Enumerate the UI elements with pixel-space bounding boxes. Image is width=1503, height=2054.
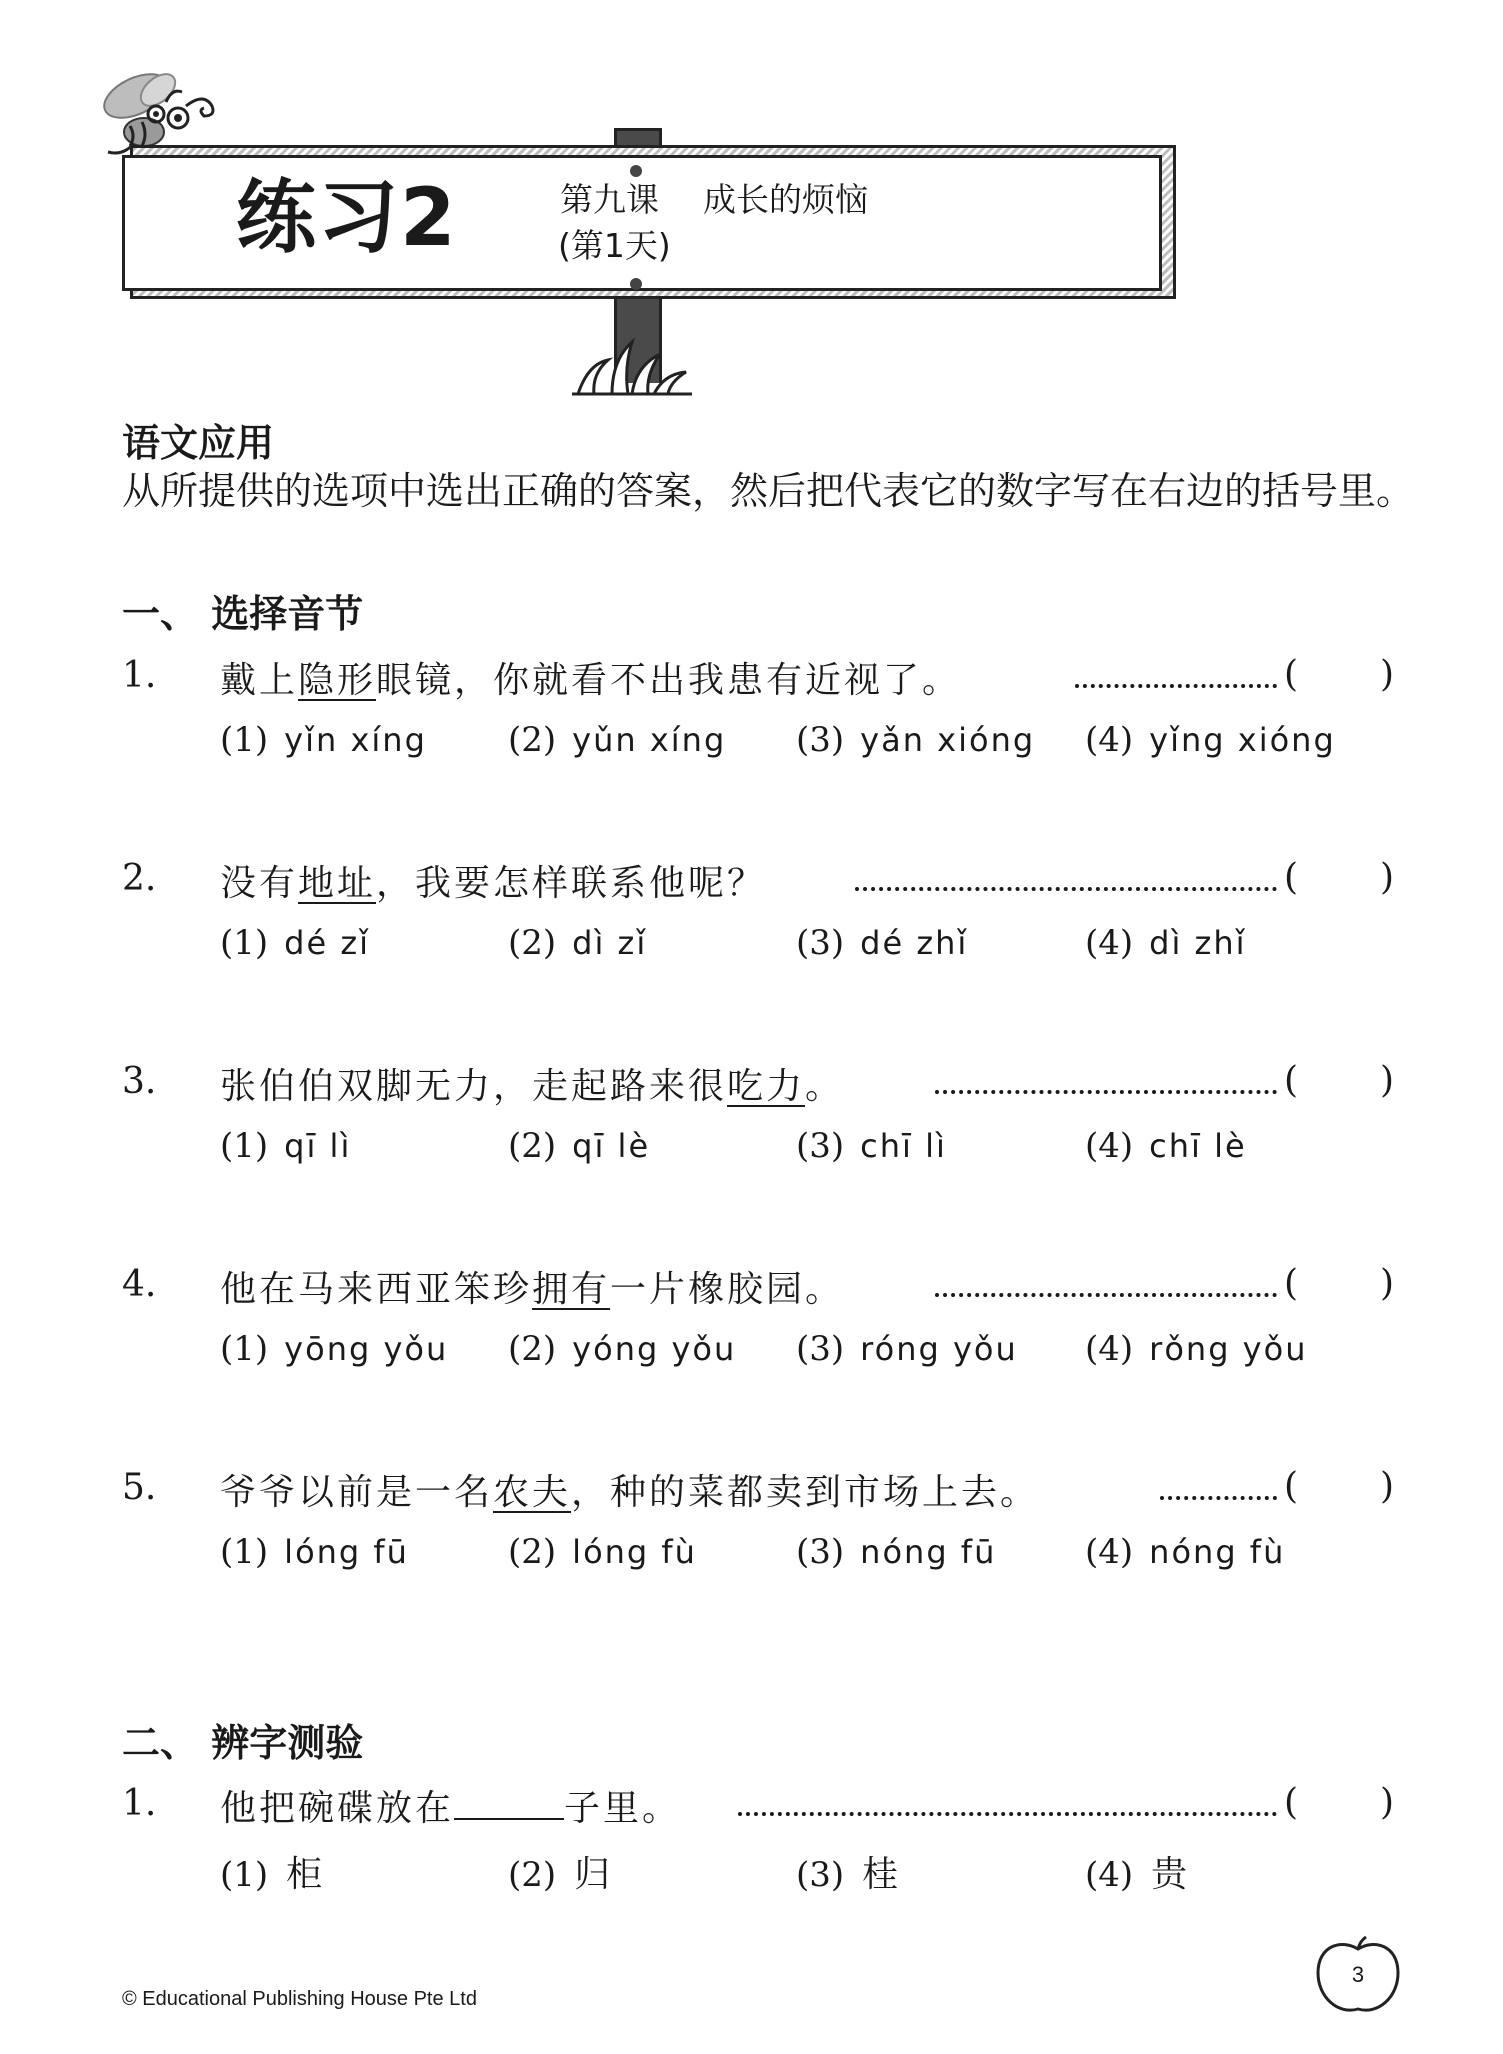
answer-bracket-close: )	[1380, 1466, 1395, 1507]
answer-bracket-close: )	[1380, 654, 1395, 695]
board-nail	[630, 165, 642, 177]
exercise-title: 练习2	[236, 171, 458, 264]
answer-bracket-open: (	[1284, 857, 1299, 898]
option-4[interactable]: (4) 贵	[1085, 1854, 1188, 1895]
option-1[interactable]: (1) lóng fū	[220, 1532, 409, 1572]
option-3[interactable]: (3) nóng fū	[796, 1532, 997, 1572]
option-2[interactable]: (2) lóng fù	[508, 1532, 697, 1572]
option-2[interactable]: (2) yóng yǒu	[508, 1329, 737, 1369]
question-number: 3.	[122, 1061, 157, 1102]
focus-word: 吃力	[727, 1066, 806, 1107]
dot-leader	[855, 887, 1277, 891]
option-4[interactable]: (4) chī lè	[1085, 1126, 1247, 1166]
answer-bracket-open: (	[1284, 1060, 1299, 1101]
question-text: 戴上隐形眼镜，你就看不出我患有近视了。	[220, 660, 962, 701]
option-1[interactable]: (1) qī lì	[220, 1126, 352, 1166]
question-text: 张伯伯双脚无力，走起路来很吃力。	[220, 1066, 845, 1107]
dot-leader	[1075, 684, 1277, 688]
answer-bracket-close: )	[1380, 857, 1395, 898]
focus-word: 拥有	[532, 1269, 611, 1310]
option-2[interactable]: (2) yǔn xíng	[508, 720, 727, 760]
lesson-heading	[560, 180, 868, 220]
answer-bracket-open: (	[1284, 1782, 1299, 1823]
option-2[interactable]: (2) qī lè	[508, 1126, 651, 1166]
option-3[interactable]: (3) 桂	[796, 1854, 899, 1895]
option-4[interactable]: (4) dì zhǐ	[1085, 923, 1247, 963]
copyright-notice: © Educational Publishing House Pte Ltd	[122, 1988, 477, 2010]
dot-leader	[738, 1812, 1277, 1816]
option-1[interactable]: (1) yǐn xíng	[220, 720, 427, 760]
page-number: 3	[1351, 1962, 1365, 1987]
answer-bracket-open: (	[1284, 654, 1299, 695]
question-number: 1.	[122, 1783, 157, 1824]
question-number: 4.	[122, 1264, 157, 1305]
board-nail	[630, 278, 642, 290]
question-number: 2.	[122, 858, 157, 899]
focus-word: 隐形	[298, 660, 377, 701]
answer-bracket-open: (	[1284, 1466, 1299, 1507]
focus-word: 地址	[298, 863, 377, 904]
question-number: 1.	[122, 655, 157, 696]
option-1[interactable]: (1) dé zǐ	[220, 923, 371, 963]
question-text: 他在马来西亚笨珍拥有一片橡胶园。	[220, 1269, 845, 1310]
option-3[interactable]: (3) chī lì	[796, 1126, 947, 1166]
section-heading: 一、 选择音节	[122, 592, 364, 636]
dot-leader	[935, 1090, 1277, 1094]
lesson-number: 第九课	[560, 180, 659, 219]
dot-leader	[935, 1293, 1277, 1297]
option-2[interactable]: (2) dì zǐ	[508, 923, 648, 963]
dot-leader	[1160, 1496, 1277, 1500]
grass-icon	[572, 336, 692, 396]
option-1[interactable]: (1) 柜	[220, 1854, 323, 1895]
question-text: 他把碗碟放在 子里。	[220, 1788, 682, 1829]
option-1[interactable]: (1) yōng yǒu	[220, 1329, 449, 1369]
answer-bracket-close: )	[1380, 1782, 1395, 1823]
option-4[interactable]: (4) nóng fù	[1085, 1532, 1286, 1572]
answer-bracket-close: )	[1380, 1263, 1395, 1304]
lesson-title: 成长的烦恼	[703, 180, 868, 219]
option-3[interactable]: (3) dé zhǐ	[796, 923, 969, 963]
option-4[interactable]: (4) rǒng yǒu	[1085, 1329, 1308, 1369]
option-2[interactable]: (2) 归	[508, 1854, 611, 1895]
option-3[interactable]: (3) yǎn xióng	[796, 720, 1036, 760]
answer-bracket-close: )	[1380, 1060, 1395, 1101]
focus-word: 农夫	[493, 1472, 572, 1513]
question-number: 5.	[122, 1467, 157, 1508]
section-heading: 语文应用	[122, 421, 275, 465]
question-text: 没有地址，我要怎样联系他呢？	[220, 863, 767, 904]
answer-blank[interactable]	[454, 1788, 564, 1820]
answer-bracket-open: (	[1284, 1263, 1299, 1304]
question-text: 爷爷以前是一名农夫，种的菜都卖到市场上去。	[220, 1472, 1040, 1513]
option-3[interactable]: (3) róng yǒu	[796, 1329, 1018, 1369]
section-heading: 二、 辨字测验	[122, 1721, 364, 1765]
lesson-day: (第1天)	[558, 226, 671, 265]
option-4[interactable]: (4) yǐng xióng	[1085, 720, 1336, 760]
instructions: 从所提供的选项中选出正确的答案，然后把代表它的数字写在右边的括号里。	[122, 469, 1415, 513]
